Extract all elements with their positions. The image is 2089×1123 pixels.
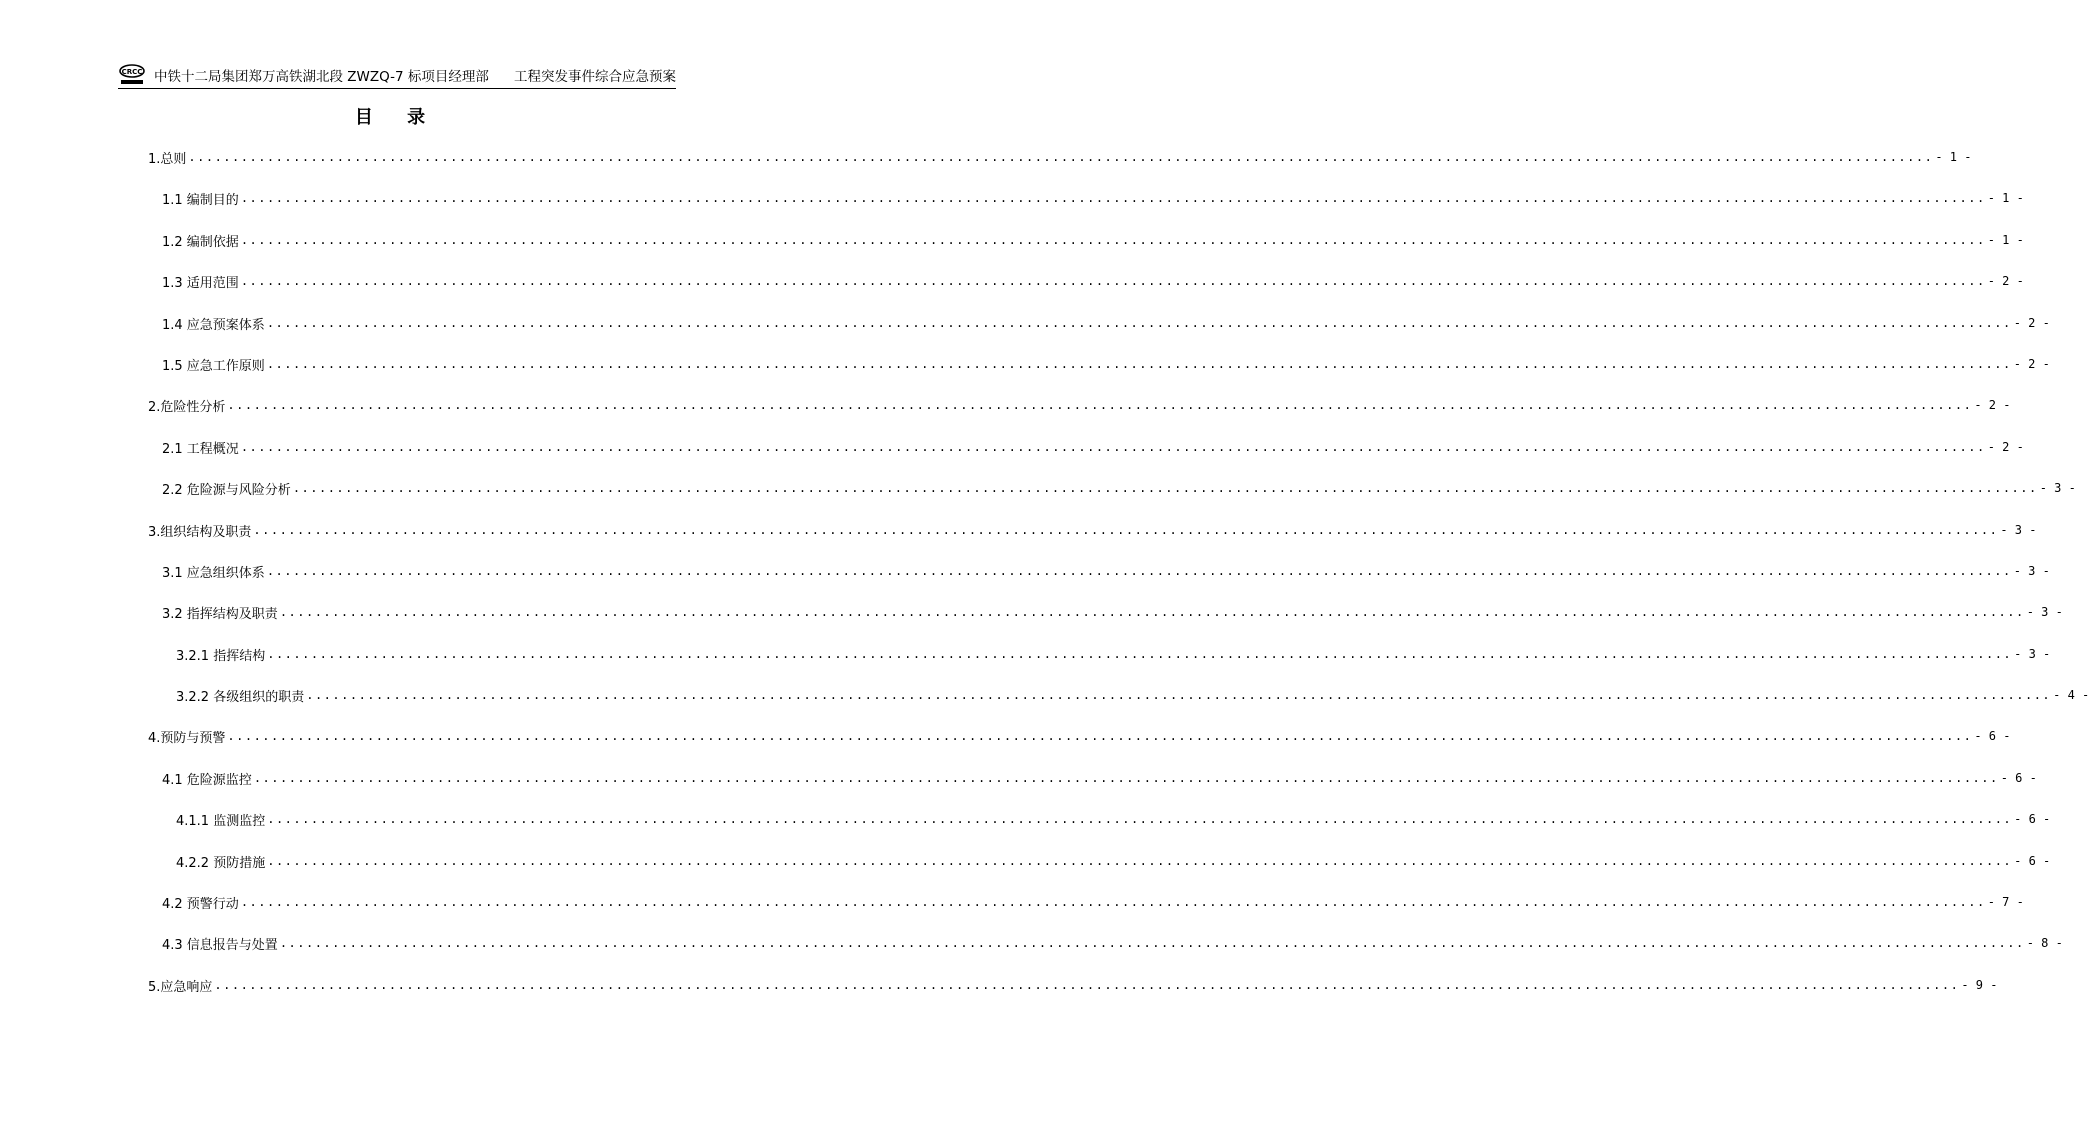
toc-entry[interactable] xyxy=(148,976,1998,1017)
toc-entry-label: 3.2 指挥结构及职责 xyxy=(162,607,278,623)
toc-entry-page: - 1 - xyxy=(1987,191,2024,206)
toc-entry[interactable] xyxy=(148,603,2063,644)
toc-entry-label: 4.2.2 预防措施 xyxy=(176,855,266,871)
toc-leader-dots: ........................................................................................................................................................................................................ xyxy=(267,812,2013,827)
toc-leader-dots: ........................................................................................................................................................................................................ xyxy=(227,398,1973,413)
toc-entry-label: 1.4 应急预案体系 xyxy=(162,317,265,333)
toc-entry-page: - 3 - xyxy=(2014,646,2051,661)
toc-leader-dots: ........................................................................................................................................................................................................ xyxy=(240,232,1986,247)
toc-entry[interactable] xyxy=(148,769,2037,810)
toc-leader-dots: ........................................................................................................................................................................................................ xyxy=(240,895,1986,910)
toc-entry-page: - 4 - xyxy=(2053,688,2089,703)
toc-entry-label: 4.1 危险源监控 xyxy=(162,772,252,788)
toc-leader-dots: ........................................................................................................................................................................................................ xyxy=(266,563,2012,578)
toc-entry[interactable] xyxy=(148,148,1972,189)
toc-leader-dots: ........................................................................................................................................................................................................ xyxy=(266,356,2012,371)
toc-entry-label: 2.2 危险源与风险分析 xyxy=(162,483,291,499)
header-text xyxy=(154,65,676,85)
toc-entry-label: 3.组织结构及职责 xyxy=(148,524,252,540)
toc-leader-dots: ........................................................................................................................................................................................................ xyxy=(227,729,1973,744)
company-logo xyxy=(118,62,146,86)
toc-entry-label: 4.预防与预警 xyxy=(148,731,226,747)
toc-entry-page: - 2 - xyxy=(2013,315,2050,330)
toc-leader-dots: ........................................................................................................................................................................................................ xyxy=(279,605,2025,620)
toc-entry-page: - 9 - xyxy=(1961,977,1998,992)
toc-leader-dots: ........................................................................................................................................................................................................ xyxy=(267,646,2013,661)
table-of-contents xyxy=(148,148,2089,1017)
toc-entry-page: - 2 - xyxy=(1987,439,2024,454)
page-header xyxy=(118,62,676,89)
toc-entry-page: - 6 - xyxy=(2000,770,2037,785)
toc-entry-page: - 3 - xyxy=(2026,605,2063,620)
toc-entry-page: - 8 - xyxy=(2026,936,2063,951)
toc-entry[interactable] xyxy=(148,562,2050,603)
toc-entry[interactable] xyxy=(148,396,2011,437)
toc-entry-page: - 6 - xyxy=(2014,853,2051,868)
toc-entry[interactable] xyxy=(148,727,2011,768)
toc-entry[interactable] xyxy=(148,231,2024,272)
toc-entry[interactable] xyxy=(148,934,2063,975)
toc-entry[interactable] xyxy=(148,521,2037,562)
toc-entry[interactable] xyxy=(148,355,2050,396)
toc-entry-page: - 2 - xyxy=(1987,274,2024,289)
toc-entry-label: 1.1 编制目的 xyxy=(162,193,239,209)
page-title: 目 录 xyxy=(354,107,440,128)
toc-leader-dots: ........................................................................................................................................................................................................ xyxy=(240,439,1986,454)
toc-entry-label: 3.1 应急组织体系 xyxy=(162,565,265,581)
toc-entry[interactable] xyxy=(148,686,2089,727)
toc-entry-page: - 3 - xyxy=(2000,522,2037,537)
toc-leader-dots: ........................................................................................................................................................................................................ xyxy=(240,191,1986,206)
toc-entry[interactable] xyxy=(148,314,2050,355)
toc-leader-dots: ........................................................................................................................................................................................................ xyxy=(214,977,1960,992)
header-left-text: 中铁十二局集团郑万高铁湖北段 ZWZQ-7 标项目经理部 xyxy=(154,69,489,85)
toc-leader-dots: ........................................................................................................................................................................................................ xyxy=(279,936,2025,951)
toc-entry-label: 4.1.1 监测监控 xyxy=(176,814,266,830)
toc-leader-dots: ........................................................................................................................................................................................................ xyxy=(240,274,1986,289)
toc-entry[interactable] xyxy=(148,810,2051,851)
header-right-text: 工程突发事件综合应急预案 xyxy=(514,69,676,85)
toc-entry-label: 2.危险性分析 xyxy=(148,400,226,416)
toc-entry-label: 5.应急响应 xyxy=(148,979,213,995)
toc-entry[interactable] xyxy=(148,438,2024,479)
toc-entry-label: 1.2 编制依据 xyxy=(162,234,239,250)
toc-entry-page: - 6 - xyxy=(1974,729,2011,744)
toc-entry[interactable] xyxy=(148,272,2024,313)
toc-leader-dots: ........................................................................................................................................................................................................ xyxy=(292,481,2038,496)
toc-entry-label: 1.5 应急工作原则 xyxy=(162,358,265,374)
toc-entry-label: 1.总则 xyxy=(148,152,187,167)
toc-leader-dots: ........................................................................................................................................................................................................ xyxy=(266,315,2012,330)
toc-entry-page: - 2 - xyxy=(1974,398,2011,413)
toc-entry[interactable] xyxy=(148,852,2051,893)
toc-leader-dots: ........................................................................................................................................................................................................ xyxy=(267,853,2013,868)
toc-entry-page: - 3 - xyxy=(2039,481,2076,496)
toc-entry[interactable] xyxy=(148,189,2024,230)
toc-entry-label: 4.2 预警行动 xyxy=(162,897,239,913)
toc-leader-dots: ........................................................................................................................................................................................................ xyxy=(253,522,1999,537)
toc-entry-label: 3.2.2 各级组织的职责 xyxy=(176,690,305,706)
toc-entry-page: - 7 - xyxy=(1987,895,2024,910)
toc-entry-label: 4.3 信息报告与处置 xyxy=(162,938,278,954)
toc-entry-label: 3.2.1 指挥结构 xyxy=(176,648,266,664)
toc-entry[interactable] xyxy=(148,645,2051,686)
svg-text:CRCC: CRCC xyxy=(121,68,143,76)
toc-entry[interactable] xyxy=(148,479,2076,520)
toc-entry[interactable] xyxy=(148,893,2024,934)
toc-entry-label: 2.1 工程概况 xyxy=(162,441,239,457)
toc-entry-page: - 1 - xyxy=(1935,150,1972,164)
toc-leader-dots: ........................................................................................................................................................................................................ xyxy=(306,688,2052,703)
toc-entry-label: 1.3 适用范围 xyxy=(162,276,239,292)
toc-entry-page: - 1 - xyxy=(1987,232,2024,247)
toc-entry-page: - 2 - xyxy=(2013,356,2050,371)
toc-leader-dots: ........................................................................................................................................................................................................ xyxy=(188,150,1934,164)
toc-leader-dots: ........................................................................................................................................................................................................ xyxy=(253,770,1999,785)
toc-entry-page: - 6 - xyxy=(2014,812,2051,827)
toc-entry-page: - 3 - xyxy=(2013,563,2050,578)
